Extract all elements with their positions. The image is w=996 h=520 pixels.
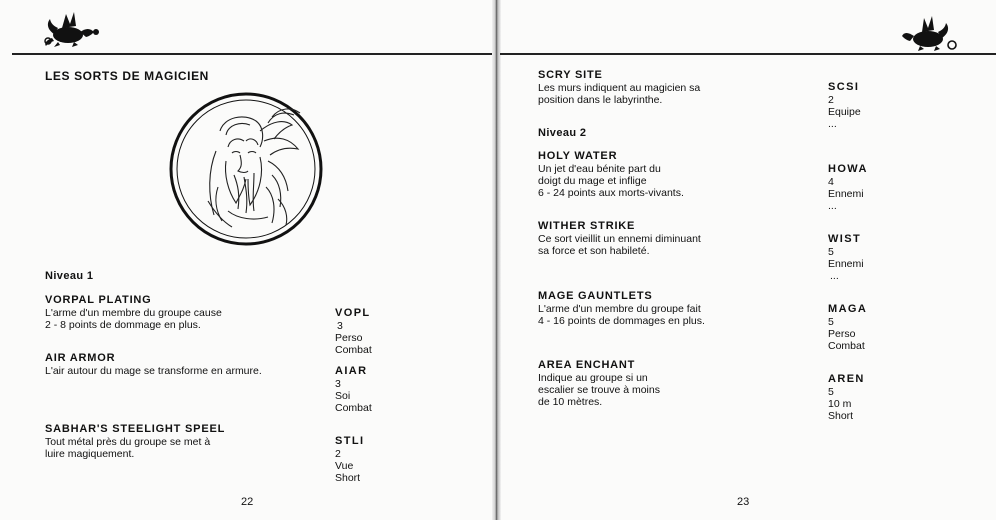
spell-description-line: luire magiquement. [45,448,135,460]
spell-stat: 4 [828,176,834,188]
spell-description-line: 6 - 24 points aux morts-vivants. [538,187,684,199]
book-gutter [492,0,501,520]
spell-name: SABHAR'S STEELIGHT SPEEL [45,423,226,435]
spell-stat: 10 m [828,398,852,410]
spell-description-line: 2 - 8 points de dommage en plus. [45,319,201,331]
spell-description-line: Les murs indiquent au magicien sa [538,82,701,94]
spell-stat: Combat [828,340,865,352]
spell-stat: 3 [337,320,343,332]
spell-code: AIAR [335,365,368,377]
spell-stat: 5 [828,316,834,328]
page-title: LES SORTS DE MAGICIEN [45,69,209,83]
spell-description-line: escalier se trouve à moins [538,384,660,396]
spell-description-line: L'arme d'un membre du groupe fait [538,303,701,315]
spell-code: VOPL [335,307,371,319]
spell-code: MAGA [828,303,868,315]
spell-name: MAGE GAUNTLETS [538,290,653,302]
spell-code: WIST [828,233,862,245]
page-number: 23 [737,496,750,508]
spell-description-line: Tout métal près du groupe se met à [45,436,211,448]
spell-name: WITHER STRIKE [538,220,636,232]
spell-stat: ... [828,200,837,212]
spell-stat: Combat [335,344,372,356]
spell-code: HOWA [828,163,868,175]
level-heading: Niveau 1 [45,270,94,282]
spell-description-line: L'arme d'un membre du groupe cause [45,307,222,319]
level-heading: Niveau 2 [538,127,587,139]
spell-stat: Combat [335,402,372,414]
spell-stat: ... [830,270,839,282]
spell-description-line: de 10 mètres. [538,396,603,408]
spell-stat: Ennemi [828,188,864,200]
spell-description-line: position dans le labyrinthe. [538,94,663,106]
dragon-icon [40,10,102,48]
page-number: 22 [241,496,254,508]
spell-name: AREA ENCHANT [538,359,636,371]
header-rule [500,53,996,55]
spell-name: AIR ARMOR [45,352,116,364]
spell-code: AREN [828,373,865,385]
spell-description-line: doigt du mage et inflige [538,175,647,187]
spell-name: SCRY SITE [538,69,603,81]
spell-stat: 3 [335,378,341,390]
spell-stat: Short [828,410,854,422]
spell-stat: Perso [335,332,363,344]
header-rule [12,53,492,55]
spell-stat: Vue [335,460,354,472]
spell-stat: 5 [828,246,834,258]
spell-description-line: 4 - 16 points de dommages en plus. [538,315,705,327]
spell-stat: 2 [828,94,834,106]
spell-stat: 5 [828,386,834,398]
spell-description-line: Un jet d'eau bénite part du [538,163,661,175]
spell-stat: Short [335,472,361,484]
wizard-portrait [168,91,324,247]
spell-name: VORPAL PLATING [45,294,152,306]
spell-stat: ... [828,118,837,130]
spell-name: HOLY WATER [538,150,618,162]
spell-stat: Equipe [828,106,861,118]
spell-code: SCSI [828,81,860,93]
spell-description-line: sa force et son habileté. [538,245,650,257]
spell-code: STLI [335,435,365,447]
spell-description-line: L'air autour du mage se transforme en armure. [45,365,262,377]
spell-stat: Perso [828,328,856,340]
spell-stat: 2 [335,448,341,460]
spell-description-line: Ce sort vieillit un ennemi diminuant [538,233,701,245]
dragon-icon [898,14,960,52]
spell-stat: Ennemi [828,258,864,270]
spell-stat: Soi [335,390,351,402]
spell-description-line: Indique au groupe si un [538,372,648,384]
